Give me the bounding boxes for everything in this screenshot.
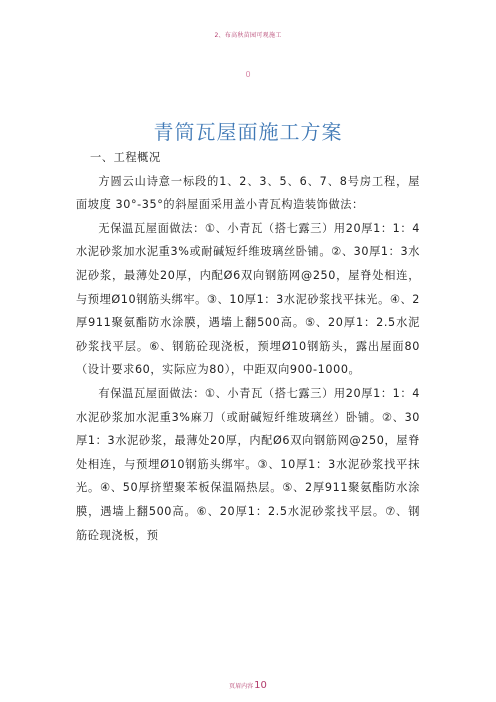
footer-label: 页眉内容 — [229, 683, 254, 690]
document-title: 青筒瓦屋面施工方案 — [153, 120, 343, 145]
document-body — [76, 146, 420, 547]
section-heading: 一、工程概况 — [90, 151, 161, 164]
page-footer — [0, 673, 496, 692]
page-marker: 0 — [245, 70, 251, 79]
paragraph-project-overview: 方圆云山诗意一标段的1、2、3、5、6、7、8号房工程，屋面坡度 30°-35°的斜屋面采用盖小青瓦构造装饰做法： — [76, 174, 420, 212]
paragraph-insulated-roof: 有保温瓦屋面做法：①、小青瓦（搭七露三）用20厚1：1：4水泥砂浆加水泥重3%麻刀（或耐碱短纤维玻璃丝）卧铺。②、30厚1：3水泥砂浆，最薄处20厚，内配Ø6双向钢筋网@250，屋脊处相连，与预埋Ø10钢筋头绑牢。③、10厚1：3水泥砂浆找平抹光。④、50厚挤塑聚苯板保温隔热层。⑤、2厚911聚氨酯防水涂膜，遇墙上翻500高。⑥、20厚1：2.5水泥砂浆找平层。⑦、钢筋砼现浇板，预 — [76, 386, 420, 542]
page-header: 2、布高秋苗园可观施工 — [214, 32, 282, 39]
page-number: 10 — [254, 680, 267, 691]
paragraph-uninsulated-roof: 无保温瓦屋面做法：①、小青瓦（搭七露三）用20厚1：1：4水泥砂浆加水泥重3%或耐碱短纤维玻璃丝卧铺。②、30厚1：3水泥砂浆，最薄处20厚，内配Ø6双向钢筋网@250，屋脊处相连，与预埋Ø10钢筋头绑牢。③、10厚1：3水泥砂浆找平抹光。④、2厚911聚氨酯防水涂膜，遇墙上翻500高。⑤、20厚1：2.5水泥砂浆找平层。⑥、钢筋砼现浇板，预埋Ø10钢筋头，露出屋面80（设计要求60，实际应为80），中距双向900-1000。 — [76, 221, 421, 377]
